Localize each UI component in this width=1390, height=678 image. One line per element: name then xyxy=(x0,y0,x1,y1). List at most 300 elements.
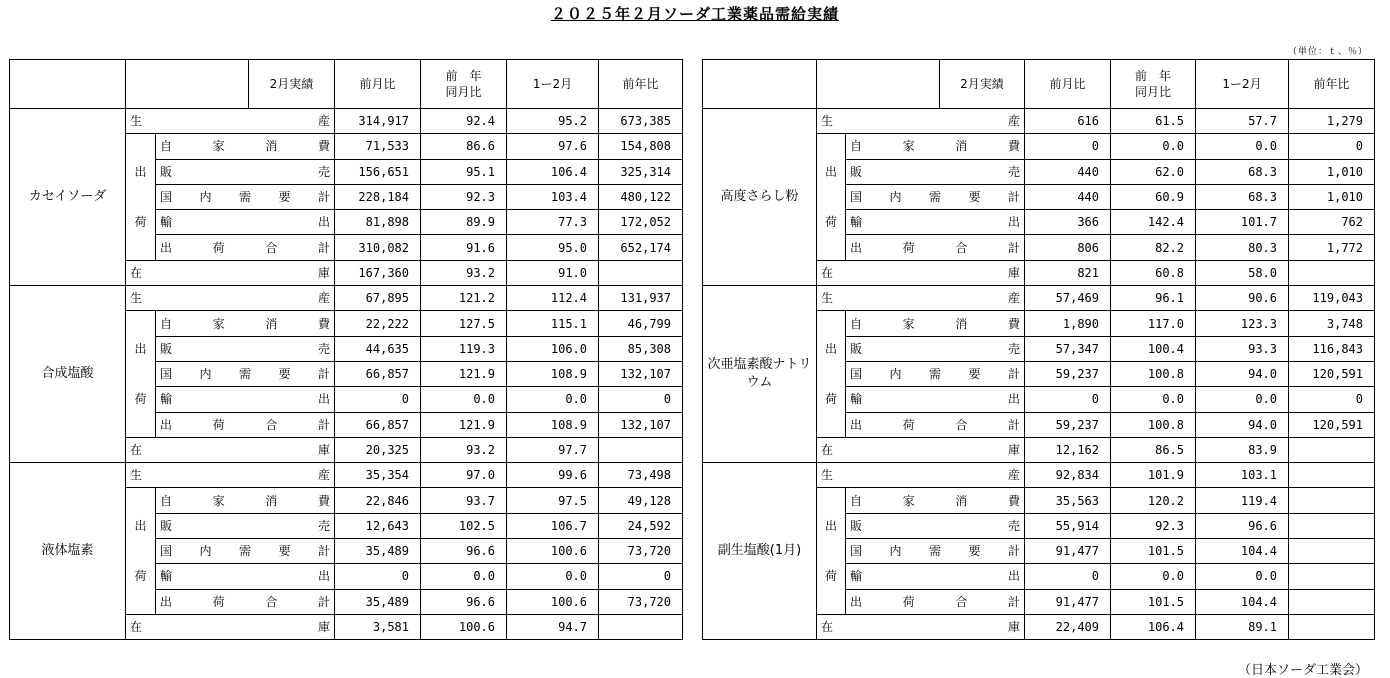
value-cumulative: 120,591 xyxy=(1289,361,1375,386)
value-mom: 121.2 xyxy=(421,286,507,311)
value-mom: 119.3 xyxy=(421,336,507,361)
row-label-self_use xyxy=(846,488,1025,513)
value-month: 12,643 xyxy=(335,513,421,538)
label-char: 家 xyxy=(902,493,915,508)
label-char: 販 xyxy=(850,341,863,356)
value-month: 0 xyxy=(1025,134,1111,159)
row-label-export xyxy=(156,387,335,412)
label-char: 庫 xyxy=(1007,265,1020,280)
value-yoy: 68.3 xyxy=(1196,159,1289,184)
row-label-ship_total xyxy=(846,589,1025,614)
header-month: 2月実績 xyxy=(249,60,335,109)
shipment-category xyxy=(817,488,846,614)
value-month: 616 xyxy=(1025,109,1111,134)
row-label-domestic xyxy=(156,361,335,386)
value-cumulative: 172,052 xyxy=(599,210,683,235)
value-month: 22,222 xyxy=(335,311,421,336)
value-yoy: 93.3 xyxy=(1196,336,1289,361)
label-char: 需 xyxy=(238,367,251,382)
value-cumulative: 673,385 xyxy=(599,109,683,134)
label-char: 要 xyxy=(278,190,291,205)
shipment-category xyxy=(817,134,846,260)
row-label-stock xyxy=(817,260,1025,285)
label-char: 販 xyxy=(850,518,863,533)
value-mom: 101.5 xyxy=(1111,589,1196,614)
value-month: 66,857 xyxy=(335,361,421,386)
label-char: 輸 xyxy=(850,569,863,584)
value-cumulative: 480,122 xyxy=(599,184,683,209)
value-yoy: 104.4 xyxy=(1196,589,1289,614)
value-month: 35,489 xyxy=(335,589,421,614)
value-month: 91,477 xyxy=(1025,539,1111,564)
value-cumulative xyxy=(1289,437,1375,462)
label-char: 庫 xyxy=(317,265,330,280)
value-month: 167,360 xyxy=(335,260,421,285)
value-cumulative: 0 xyxy=(599,564,683,589)
shipment-category xyxy=(817,311,846,437)
label-char: 生 xyxy=(821,114,834,129)
value-yoy: 103.4 xyxy=(507,184,599,209)
label-char: 計 xyxy=(317,367,330,382)
row-label-self_use xyxy=(156,311,335,336)
label-char: 家 xyxy=(212,316,225,331)
label-char: 合 xyxy=(955,417,968,432)
label-char: 自 xyxy=(850,493,863,508)
label-char: 費 xyxy=(1007,139,1020,154)
value-cumulative: 120,591 xyxy=(1289,412,1375,437)
row-label-export xyxy=(156,210,335,235)
row-label-sales xyxy=(846,336,1025,361)
product-name: 高度さらし粉 xyxy=(703,109,817,286)
value-yoy: 58.0 xyxy=(1196,260,1289,285)
value-cumulative: 0 xyxy=(1289,387,1375,412)
label-char: 荷 xyxy=(212,594,225,609)
label-char: 需 xyxy=(928,367,941,382)
table-row xyxy=(10,286,683,311)
value-cumulative xyxy=(599,437,683,462)
label-char: 要 xyxy=(968,544,981,559)
row-label-domestic xyxy=(156,539,335,564)
value-yoy: 104.4 xyxy=(1196,539,1289,564)
value-month: 35,354 xyxy=(335,463,421,488)
label-char: 出 xyxy=(1007,392,1020,407)
label-char: 自 xyxy=(160,316,173,331)
label-char: 出 xyxy=(850,417,863,432)
label-char: 自 xyxy=(850,139,863,154)
product-name: 副生塩酸(1月) xyxy=(703,463,817,640)
value-yoy: 99.6 xyxy=(507,463,599,488)
label-char: 内 xyxy=(199,190,212,205)
label-char: 消 xyxy=(955,316,968,331)
header-mom: 前月比 xyxy=(1025,60,1111,109)
label-char: 計 xyxy=(1007,594,1020,609)
table-row xyxy=(703,286,1375,311)
label-char: 出 xyxy=(160,594,173,609)
value-yoy: 101.7 xyxy=(1196,210,1289,235)
value-cumulative: 762 xyxy=(1289,210,1375,235)
value-mom: 91.6 xyxy=(421,235,507,260)
label-char: 家 xyxy=(902,139,915,154)
label-char: 内 xyxy=(889,367,902,382)
header-yoy-line2: 同月比 xyxy=(1134,85,1171,99)
header-yoy xyxy=(1111,60,1196,109)
value-mom: 101.5 xyxy=(1111,539,1196,564)
value-yoy: 108.9 xyxy=(507,361,599,386)
label-char: 合 xyxy=(265,240,278,255)
header-yoy-line1: 前 年 xyxy=(445,69,482,83)
row-label-stock xyxy=(817,437,1025,462)
page-title: ２０２５年２月ソーダ工業薬品需給実績 xyxy=(550,5,839,23)
value-mom: 100.8 xyxy=(1111,361,1196,386)
header-cum-yoy: 前年比 xyxy=(599,60,683,109)
label-char: 計 xyxy=(1007,417,1020,432)
header-label-blank xyxy=(126,60,249,109)
value-month: 66,857 xyxy=(335,412,421,437)
row-label-stock xyxy=(126,260,335,285)
value-yoy: 94.0 xyxy=(1196,412,1289,437)
label-char: 国 xyxy=(850,367,863,382)
value-cumulative xyxy=(1289,614,1375,639)
header-mom: 前月比 xyxy=(335,60,421,109)
row-label-ship_total xyxy=(156,235,335,260)
label-char: 輸 xyxy=(160,215,173,230)
header-yoy-line1: 前 年 xyxy=(1134,69,1171,83)
label-char: 売 xyxy=(1007,341,1020,356)
value-month: 3,581 xyxy=(335,614,421,639)
header-cumulative: 1ー2月 xyxy=(507,60,599,109)
label-char: 内 xyxy=(199,544,212,559)
right-table xyxy=(702,59,1375,640)
row-label-production xyxy=(126,109,335,134)
value-mom: 93.7 xyxy=(421,488,507,513)
value-month: 0 xyxy=(1025,564,1111,589)
label-char: 荷 xyxy=(212,240,225,255)
value-cumulative: 1,010 xyxy=(1289,159,1375,184)
label-char: 需 xyxy=(928,190,941,205)
label-char: 消 xyxy=(265,316,278,331)
value-cumulative: 116,843 xyxy=(1289,336,1375,361)
label-char: 産 xyxy=(317,291,330,306)
value-mom: 93.2 xyxy=(421,260,507,285)
product-name: 液体塩素 xyxy=(10,463,126,640)
value-yoy: 0.0 xyxy=(1196,387,1289,412)
row-label-stock xyxy=(126,614,335,639)
value-cumulative xyxy=(1289,513,1375,538)
label-char: 出 xyxy=(317,569,330,584)
value-yoy: 106.4 xyxy=(507,159,599,184)
label-char: 計 xyxy=(1007,544,1020,559)
row-label-ship_total xyxy=(846,235,1025,260)
value-cumulative: 85,308 xyxy=(599,336,683,361)
label-char: 生 xyxy=(130,114,143,129)
value-mom: 0.0 xyxy=(421,387,507,412)
label-char: 売 xyxy=(1007,164,1020,179)
row-label-sales xyxy=(156,159,335,184)
value-month: 22,409 xyxy=(1025,614,1111,639)
value-yoy: 57.7 xyxy=(1196,109,1289,134)
value-cumulative: 73,498 xyxy=(599,463,683,488)
label-char: 在 xyxy=(130,443,143,457)
value-yoy: 97.6 xyxy=(507,134,599,159)
header-product-blank xyxy=(703,60,817,109)
product-name: 次亜塩素酸ナトリウム xyxy=(703,286,817,463)
label-char: 庫 xyxy=(1007,620,1020,635)
value-yoy: 94.7 xyxy=(507,614,599,639)
label-char: 出 xyxy=(317,215,330,230)
value-month: 806 xyxy=(1025,235,1111,260)
row-label-stock xyxy=(126,437,335,462)
label-char: 国 xyxy=(850,190,863,205)
label-char: 産 xyxy=(1007,468,1020,483)
value-yoy: 94.0 xyxy=(1196,361,1289,386)
label-char: 合 xyxy=(955,594,968,609)
value-mom: 62.0 xyxy=(1111,159,1196,184)
label-char: 計 xyxy=(317,544,330,559)
value-cumulative: 73,720 xyxy=(599,589,683,614)
label-char: 出 xyxy=(1007,569,1020,584)
value-mom: 120.2 xyxy=(1111,488,1196,513)
label-char: 国 xyxy=(160,190,173,205)
value-yoy: 100.6 xyxy=(507,539,599,564)
value-month: 35,489 xyxy=(335,539,421,564)
label-char: 在 xyxy=(130,620,143,635)
label-char: 費 xyxy=(1007,493,1020,508)
label-char: 販 xyxy=(160,164,173,179)
value-mom: 86.6 xyxy=(421,134,507,159)
value-cumulative xyxy=(1289,260,1375,285)
label-char: 在 xyxy=(821,265,834,280)
value-cumulative: 325,314 xyxy=(599,159,683,184)
label-char: 費 xyxy=(1007,316,1020,331)
label-char: 計 xyxy=(1007,240,1020,255)
value-mom: 82.2 xyxy=(1111,235,1196,260)
label-char: 計 xyxy=(317,190,330,205)
label-char: 計 xyxy=(1007,367,1020,382)
value-cumulative: 46,799 xyxy=(599,311,683,336)
value-cumulative: 1,772 xyxy=(1289,235,1375,260)
value-cumulative xyxy=(599,260,683,285)
value-mom: 0.0 xyxy=(1111,564,1196,589)
row-label-sales xyxy=(846,513,1025,538)
value-yoy: 0.0 xyxy=(507,387,599,412)
value-cumulative xyxy=(1289,589,1375,614)
label-char: 需 xyxy=(238,544,251,559)
value-cumulative: 119,043 xyxy=(1289,286,1375,311)
header-yoy xyxy=(421,60,507,109)
value-mom: 89.9 xyxy=(421,210,507,235)
label-char: 荷 xyxy=(902,594,915,609)
row-label-export xyxy=(846,564,1025,589)
label-char: 輸 xyxy=(850,215,863,230)
value-mom: 101.9 xyxy=(1111,463,1196,488)
value-yoy: 123.3 xyxy=(1196,311,1289,336)
label-char: 内 xyxy=(199,367,212,382)
left-table xyxy=(9,59,683,640)
value-yoy: 89.1 xyxy=(1196,614,1289,639)
label-char: 消 xyxy=(955,493,968,508)
shipment-category-bottom: 荷 xyxy=(824,569,837,584)
header-row xyxy=(10,60,683,109)
row-label-sales xyxy=(156,336,335,361)
shipment-category xyxy=(126,311,156,437)
value-month: 59,237 xyxy=(1025,361,1111,386)
label-char: 荷 xyxy=(902,417,915,432)
value-yoy: 96.6 xyxy=(1196,513,1289,538)
row-label-sales xyxy=(156,513,335,538)
value-yoy: 106.7 xyxy=(507,513,599,538)
value-cumulative xyxy=(1289,488,1375,513)
label-char: 売 xyxy=(317,164,330,179)
value-cumulative: 132,107 xyxy=(599,361,683,386)
value-cumulative: 0 xyxy=(599,387,683,412)
label-char: 出 xyxy=(160,417,173,432)
value-mom: 121.9 xyxy=(421,412,507,437)
label-char: 売 xyxy=(317,518,330,533)
label-char: 輸 xyxy=(160,392,173,407)
label-char: 内 xyxy=(889,544,902,559)
value-cumulative xyxy=(1289,564,1375,589)
unit-note: （単位：ｔ、％） xyxy=(1287,47,1368,57)
value-yoy: 0.0 xyxy=(507,564,599,589)
shipment-category-bottom: 荷 xyxy=(134,392,147,407)
row-label-self_use xyxy=(156,134,335,159)
value-mom: 142.4 xyxy=(1111,210,1196,235)
value-cumulative: 49,128 xyxy=(599,488,683,513)
value-yoy: 95.2 xyxy=(507,109,599,134)
label-char: 需 xyxy=(928,544,941,559)
value-month: 35,563 xyxy=(1025,488,1111,513)
label-char: 自 xyxy=(850,316,863,331)
shipment-category-bottom: 荷 xyxy=(824,392,837,407)
header-yoy-line2: 同月比 xyxy=(445,85,482,99)
product-name: カセイソーダ xyxy=(10,109,126,286)
label-char: 販 xyxy=(160,518,173,533)
value-yoy: 95.0 xyxy=(507,235,599,260)
table-row xyxy=(703,109,1375,134)
value-mom: 96.6 xyxy=(421,589,507,614)
value-month: 366 xyxy=(1025,210,1111,235)
header-cum-yoy: 前年比 xyxy=(1289,60,1375,109)
row-label-export xyxy=(156,564,335,589)
label-char: 出 xyxy=(850,594,863,609)
label-char: 費 xyxy=(317,493,330,508)
label-char: 要 xyxy=(278,544,291,559)
value-cumulative xyxy=(1289,463,1375,488)
value-month: 314,917 xyxy=(335,109,421,134)
value-month: 57,347 xyxy=(1025,336,1111,361)
value-month: 57,469 xyxy=(1025,286,1111,311)
value-month: 12,162 xyxy=(1025,437,1111,462)
value-cumulative: 154,808 xyxy=(599,134,683,159)
value-yoy: 108.9 xyxy=(507,412,599,437)
shipment-category-top: 出 xyxy=(824,342,837,357)
value-mom: 60.8 xyxy=(1111,260,1196,285)
label-char: 家 xyxy=(212,493,225,508)
label-char: 合 xyxy=(955,240,968,255)
value-month: 440 xyxy=(1025,184,1111,209)
row-label-export xyxy=(846,210,1025,235)
label-char: 国 xyxy=(160,544,173,559)
label-char: 国 xyxy=(160,367,173,382)
label-char: 計 xyxy=(1007,190,1020,205)
label-char: 家 xyxy=(212,139,225,154)
value-mom: 100.4 xyxy=(1111,336,1196,361)
value-cumulative: 132,107 xyxy=(599,412,683,437)
label-char: 生 xyxy=(130,291,143,306)
value-yoy: 80.3 xyxy=(1196,235,1289,260)
table-row xyxy=(10,463,683,488)
label-char: 消 xyxy=(955,139,968,154)
value-month: 20,325 xyxy=(335,437,421,462)
label-char: 荷 xyxy=(212,417,225,432)
value-mom: 95.1 xyxy=(421,159,507,184)
value-mom: 106.4 xyxy=(1111,614,1196,639)
row-label-self_use xyxy=(846,134,1025,159)
value-month: 44,635 xyxy=(335,336,421,361)
header-cumulative: 1ー2月 xyxy=(1196,60,1289,109)
value-cumulative xyxy=(599,614,683,639)
header-label-blank xyxy=(817,60,940,109)
shipment-category-bottom: 荷 xyxy=(134,569,147,584)
label-char: 合 xyxy=(265,417,278,432)
value-mom: 96.1 xyxy=(1111,286,1196,311)
label-char: 売 xyxy=(317,341,330,356)
row-label-production xyxy=(817,286,1025,311)
shipment-category-top: 出 xyxy=(134,165,147,180)
row-label-domestic xyxy=(846,184,1025,209)
row-label-sales xyxy=(846,159,1025,184)
label-char: 販 xyxy=(160,341,173,356)
row-label-production xyxy=(817,463,1025,488)
label-char: 国 xyxy=(850,544,863,559)
value-month: 0 xyxy=(335,387,421,412)
label-char: 生 xyxy=(821,291,834,306)
row-label-self_use xyxy=(846,311,1025,336)
header-row xyxy=(703,60,1375,109)
header-product-blank xyxy=(10,60,126,109)
shipment-category-bottom: 荷 xyxy=(824,215,837,230)
value-cumulative: 131,937 xyxy=(599,286,683,311)
row-label-ship_total xyxy=(156,412,335,437)
value-cumulative: 652,174 xyxy=(599,235,683,260)
value-mom: 92.4 xyxy=(421,109,507,134)
value-month: 22,846 xyxy=(335,488,421,513)
row-label-domestic xyxy=(846,361,1025,386)
value-mom: 92.3 xyxy=(421,184,507,209)
value-mom: 117.0 xyxy=(1111,311,1196,336)
value-month: 1,890 xyxy=(1025,311,1111,336)
value-yoy: 106.0 xyxy=(507,336,599,361)
shipment-category xyxy=(126,134,156,260)
value-yoy: 91.0 xyxy=(507,260,599,285)
row-label-stock xyxy=(817,614,1025,639)
label-char: 費 xyxy=(317,139,330,154)
value-mom: 100.8 xyxy=(1111,412,1196,437)
label-char: 庫 xyxy=(317,443,330,457)
label-char: 庫 xyxy=(1007,443,1020,457)
row-label-export xyxy=(846,387,1025,412)
label-char: 消 xyxy=(265,493,278,508)
label-char: 販 xyxy=(850,164,863,179)
value-yoy: 68.3 xyxy=(1196,184,1289,209)
value-mom: 102.5 xyxy=(421,513,507,538)
row-label-self_use xyxy=(156,488,335,513)
value-mom: 127.5 xyxy=(421,311,507,336)
label-char: 内 xyxy=(889,190,902,205)
value-mom: 61.5 xyxy=(1111,109,1196,134)
label-char: 計 xyxy=(317,240,330,255)
value-month: 310,082 xyxy=(335,235,421,260)
